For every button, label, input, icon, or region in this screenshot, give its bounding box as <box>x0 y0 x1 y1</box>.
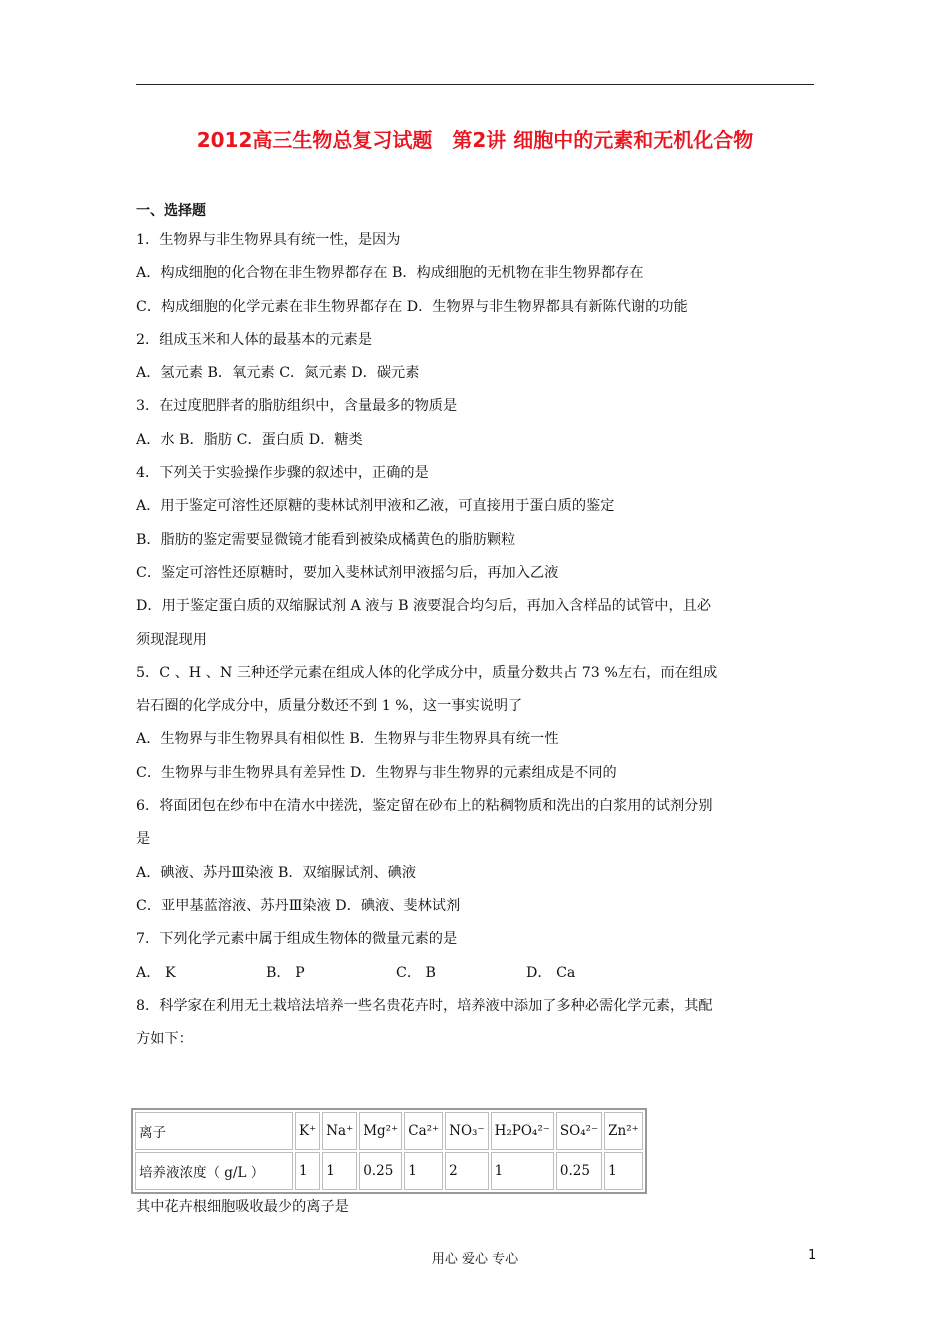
table-cell: 1 <box>604 1152 643 1190</box>
q7-option-d: D． Ca <box>526 964 576 981</box>
question-line: 2．组成玉米和人体的最基本的元素是 <box>136 331 373 348</box>
question-line: 岩石圈的化学成分中，质量分数还不到 1 %，这一事实说明了 <box>136 698 523 715</box>
question-line: 1．生物界与非生物界具有统一性，是因为 <box>136 232 401 248</box>
question-line: 4．下列关于实验操作步骤的叙述中，正确的是 <box>136 465 429 482</box>
question-line: 3．在过度肥胖者的脂肪组织中，含量最多的物质是 <box>136 398 458 415</box>
question-line: 须现混现用 <box>136 631 207 648</box>
table-cell: H₂PO₄²⁻ <box>491 1112 554 1150</box>
question-line: C．构成细胞的化学元素在非生物界都存在 D．生物界与非生物界都具有新陈代谢的功能 <box>136 298 688 315</box>
table-cell: 培养液浓度（ g/L ） <box>135 1152 293 1190</box>
question-line: A．水 B．脂肪 C．蛋白质 D．糖类 <box>136 431 363 448</box>
table-cell: Ca²⁺ <box>404 1112 443 1150</box>
question-line: 6．将面团包在纱布中在清水中搓洗，鉴定留在砂布上的粘稠物质和洗出的白浆用的试剂分别 <box>136 798 713 815</box>
question-line: C．生物界与非生物界具有差异性 D．生物界与非生物界的元素组成是不同的 <box>136 764 617 781</box>
question-line: A．氢元素 B．氧元素 C．氮元素 D．碳元素 <box>136 365 420 382</box>
question-line: C．亚甲基蓝溶液、苏丹Ⅲ染液 D．碘液、斐林试剂 <box>136 897 461 914</box>
table-cell: SO₄²⁻ <box>556 1112 602 1150</box>
table-cell: NO₃⁻ <box>445 1112 488 1150</box>
q7-option-c: C． B <box>396 964 436 981</box>
table-cell: Na⁺ <box>322 1112 357 1150</box>
top-rule <box>136 84 814 85</box>
page-title: 2012高三生物总复习试题 第2讲 细胞中的元素和无机化合物 <box>196 128 754 152</box>
page-number: 1 <box>808 1248 817 1263</box>
table-cell: 1 <box>404 1152 443 1190</box>
question-line: A．构成细胞的化合物在非生物界都存在 B．构成细胞的无机物在非生物界都存在 <box>136 265 644 282</box>
q7-option-a: A． K <box>136 964 176 981</box>
question-line: B．脂肪的鉴定需要显微镜才能看到被染成橘黄色的脂肪颗粒 <box>136 531 516 548</box>
table-cell: 1 <box>295 1152 320 1190</box>
q7-options <box>136 957 816 990</box>
question-body <box>136 198 816 1056</box>
table-cell: 1 <box>322 1152 357 1190</box>
q8-line-1: 8．科学家在利用无土栽培法培养一些名贵花卉时，培养液中添加了多种必需化学元素，其配 <box>136 997 713 1014</box>
question-line: 5．C 、H 、N 三种还学元素在组成人体的化学成分中，质量分数共占 73 %左右，而在组成 <box>136 664 718 681</box>
table-cell: 1 <box>491 1152 554 1190</box>
table-row <box>135 1152 643 1190</box>
ion-table <box>131 1108 647 1194</box>
table-cell: 0.25 <box>556 1152 602 1190</box>
table-cell: 离子 <box>135 1112 293 1150</box>
question-line: 是 <box>136 831 151 848</box>
table-cell: 2 <box>445 1152 488 1190</box>
table-cell: Zn²⁺ <box>604 1112 643 1150</box>
table-cell: Mg²⁺ <box>359 1112 402 1150</box>
table-cell: 0.25 <box>359 1152 402 1190</box>
table-cell: K⁺ <box>295 1112 320 1150</box>
footer-text: 用心 爱心 专心 <box>431 1252 519 1267</box>
question-line: 7．下列化学元素中属于组成生物体的微量元素的是 <box>136 931 458 948</box>
q7-option-b: B． P <box>266 964 305 981</box>
section-heading: 一、选择题 <box>136 203 206 219</box>
question-line: A．碘液、苏丹Ⅲ染液 B．双缩脲试剂、碘液 <box>136 864 417 881</box>
post-table-question: 其中花卉根细胞吸收最少的离子是 <box>136 1199 349 1215</box>
q8-line-2: 方如下： <box>136 1031 193 1048</box>
question-line: A．生物界与非生物界具有相似性 B．生物界与非生物界具有统一性 <box>136 731 559 748</box>
question-lines <box>136 224 816 957</box>
question-line: A．用于鉴定可溶性还原糖的斐林试剂甲液和乙液，可直接用于蛋白质的鉴定 <box>136 498 615 515</box>
question-line: C．鉴定可溶性还原糖时，要加入斐林试剂甲液摇匀后，再加入乙液 <box>136 564 559 581</box>
table-header-row <box>135 1112 643 1150</box>
question-line: D．用于鉴定蛋白质的双缩脲试剂 A 液与 B 液要混合均匀后，再加入含样品的试管中，且必 <box>136 598 712 615</box>
